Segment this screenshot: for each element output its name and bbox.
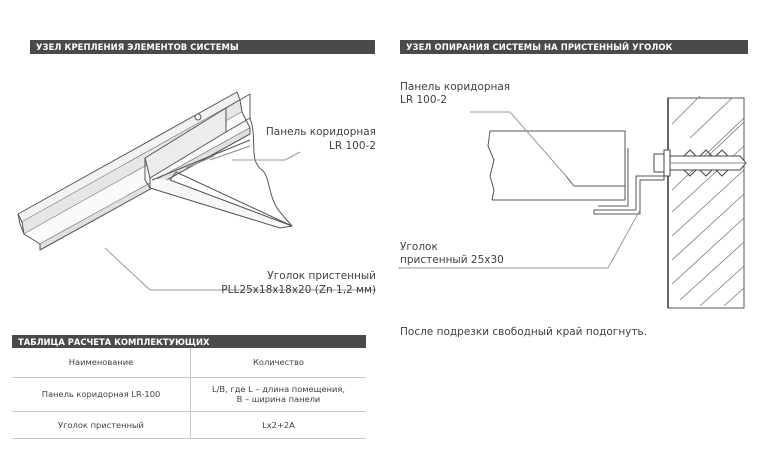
left-angle-label-line1: Уголок пристенный bbox=[267, 270, 376, 282]
left-panel-label-line1: Панель коридорная bbox=[265, 126, 376, 138]
right-note: После подрезки свободный край подогнуть. bbox=[400, 326, 648, 338]
left-panel-label-line2: LR 100-2 bbox=[329, 140, 376, 152]
right-panel-label-line1: Панель коридорная bbox=[400, 81, 511, 93]
table-cell-qty-line2: B – ширина панели bbox=[236, 394, 321, 404]
table-header-name: Наименование bbox=[12, 348, 191, 377]
rail-hole bbox=[195, 114, 201, 120]
right-section-title: УЗЕЛ ОПИРАНИЯ СИСТЕМЫ НА ПРИСТЕННЫЙ УГОЛОК bbox=[400, 40, 748, 54]
left-angle-label-line2: PLL25x18x18x20 (Zn 1,2 мм) bbox=[221, 284, 376, 296]
table-cell-qty-line1: L/B, где L – длина помещения, bbox=[211, 384, 346, 394]
components-table bbox=[12, 335, 366, 439]
left-section-title: УЗЕЛ КРЕПЛЕНИЯ ЭЛЕМЕНТОВ СИСТЕМЫ bbox=[30, 40, 375, 54]
right-section-drawing bbox=[398, 96, 746, 308]
right-angle-label-line1: Уголок bbox=[400, 241, 438, 253]
table-cell-name: Панель коридорная LR-100 bbox=[12, 377, 191, 411]
table-cell-qty: Lx2+2A bbox=[191, 411, 367, 438]
table-row bbox=[12, 411, 366, 438]
panel-section bbox=[490, 131, 625, 200]
left-isometric-drawing bbox=[18, 92, 376, 290]
table-title-row bbox=[12, 335, 366, 348]
table-title: ТАБЛИЦА РАСЧЕТА КОМПЛЕКТУЮЩИХ bbox=[12, 335, 366, 348]
table-header-row bbox=[12, 348, 366, 377]
table-header-qty: Количество bbox=[191, 348, 367, 377]
right-angle-label-line2: пристенный 25х30 bbox=[400, 254, 504, 266]
table-cell-name: Уголок пристенный bbox=[12, 411, 191, 438]
table-row bbox=[12, 377, 366, 411]
right-panel-label-line2: LR 100-2 bbox=[400, 94, 447, 106]
table-cell-qty bbox=[191, 377, 367, 411]
